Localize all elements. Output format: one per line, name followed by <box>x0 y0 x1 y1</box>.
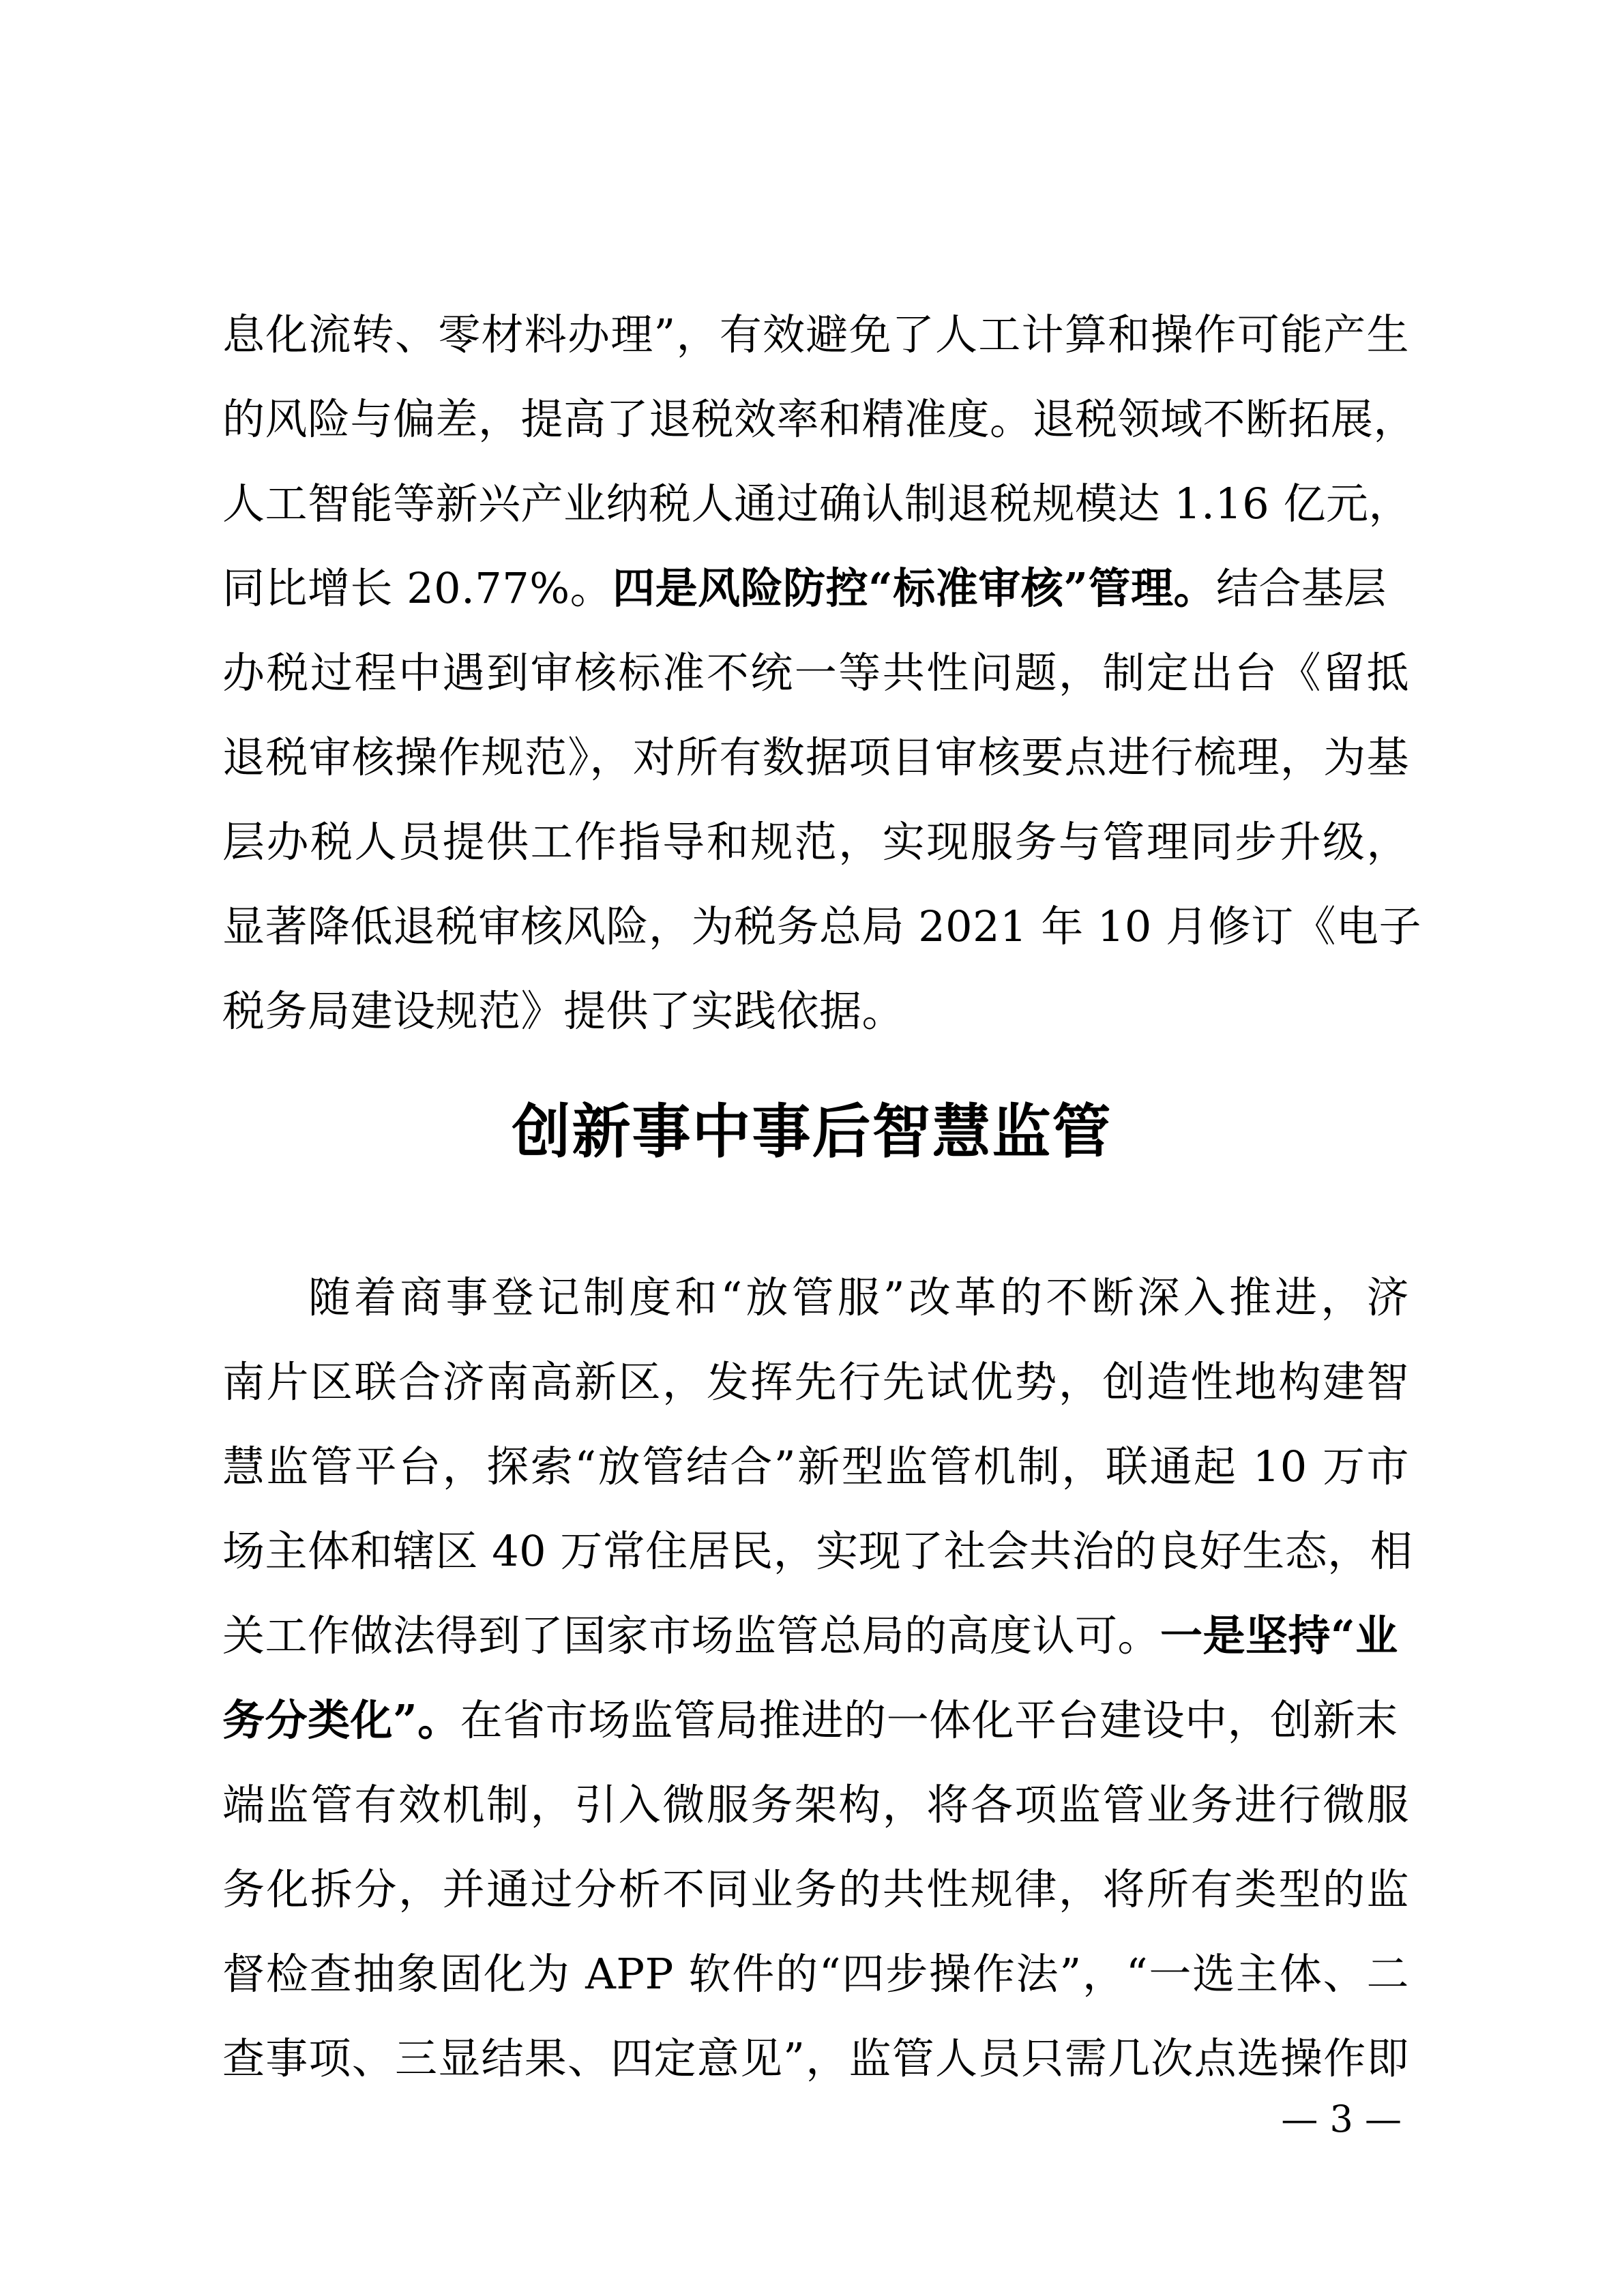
section-heading: 创新事中事后智慧监管 <box>512 1097 1112 1166</box>
paragraph-2-line-4: 场主体和辖区 40 万常住居民，实现了社会共治的良好生态，相 <box>222 1526 1413 1576</box>
point-one-title-end: 务分类化”。 <box>222 1695 460 1745</box>
paragraph-1-line-3: 人工智能等新兴产业纳税人通过确认制退税规模达 1.16 亿元， <box>222 479 1411 528</box>
paragraph-2-line-2: 南片区联合济南高新区，发挥先行先试优势，创造性地构建智 <box>222 1357 1409 1407</box>
paragraph-2-line-8: 务化拆分，并通过分析不同业务的共性规律，将所有类型的监 <box>222 1864 1409 1914</box>
paragraph-2-line-6-text: 在省市场监管局推进的一体化平台建设中，创新末 <box>460 1695 1398 1745</box>
paragraph-2-line-5-text: 关工作做法得到了国家市场监管总局的高度认可。 <box>222 1611 1161 1660</box>
point-one-title-start: 一是坚持“业 <box>1160 1611 1398 1660</box>
paragraph-2-line-6 <box>222 1683 1409 1758</box>
paragraph-1-line-4-tail: 结合基层 <box>1215 563 1387 613</box>
point-four-title: 四是风险防控“标准审核”管理。 <box>612 563 1216 613</box>
paragraph-2-line-7: 端监管有效机制，引入微服务架构，将各项监管业务进行微服 <box>222 1780 1409 1830</box>
paragraph-1-line-1: 息化流转、零材料办理”，有效避免了人工计算和操作可能产生 <box>222 310 1409 359</box>
paragraph-1-line-8: 显著降低退税审核风险，为税务总局 2021 年 10 月修订《电子 <box>222 901 1422 951</box>
paragraph-1-line-4-text: 同比增长 20.77%。 <box>222 563 613 613</box>
paragraph-2-line-1: 随着商事登记制度和“放管服”改革的不断深入推进，济 <box>308 1272 1409 1322</box>
page-number: — 3 — <box>1281 2098 1402 2141</box>
paragraph-1-line-9: 税务局建设规范》提供了实践依据。 <box>222 986 905 1036</box>
paragraph-1-line-7: 层办税人员提供工作指导和规范，实现服务与管理同步升级， <box>222 817 1409 867</box>
paragraph-1-line-2: 的风险与偏差，提高了退税效率和精准度。退税领域不断拓展， <box>222 394 1417 444</box>
paragraph-1-line-4 <box>222 551 1409 626</box>
paragraph-2-line-3: 慧监管平台，探索“放管结合”新型监管机制，联通起 10 万市 <box>222 1442 1409 1491</box>
paragraph-2-line-9: 督检查抽象固化为 APP 软件的“四步操作法”，“一选主体、二 <box>222 1949 1409 1999</box>
paragraph-1-line-6: 退税审核操作规范》，对所有数据项目审核要点进行梳理，为基 <box>222 732 1409 782</box>
paragraph-1-line-5: 办税过程中遇到审核标准不统一等共性问题，制定出台《留抵 <box>222 648 1409 698</box>
paragraph-2-line-10: 查事项、三显结果、四定意见”，监管人员只需几次点选操作即 <box>222 2033 1409 2083</box>
paragraph-2-line-5 <box>222 1598 1409 1673</box>
